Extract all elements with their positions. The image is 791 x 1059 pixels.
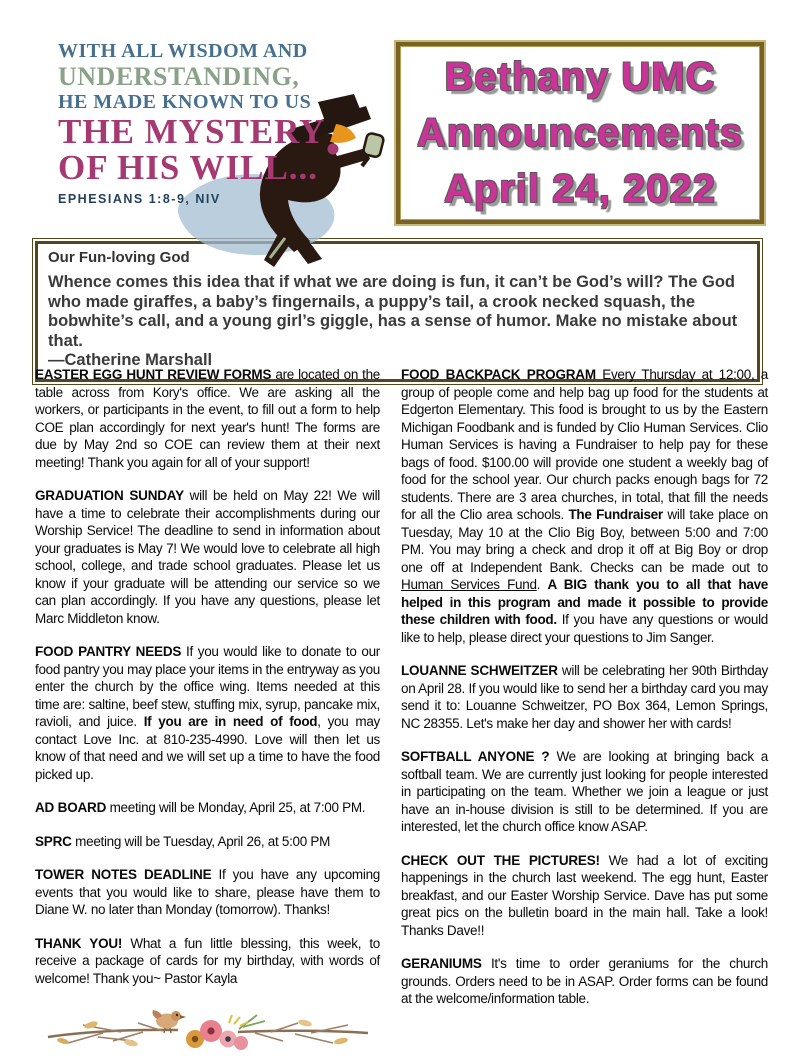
artwork-line-4: THE MYSTERY bbox=[58, 112, 326, 151]
announcement-paragraph bbox=[401, 366, 768, 646]
left-column bbox=[35, 366, 380, 1059]
scripture-artwork bbox=[58, 40, 368, 232]
announcement-heading: SPRC bbox=[35, 833, 72, 849]
announcement-text: will be celebrating her 90th Birthday on April 28. If you would like to send her a birthday card you may send it to: Louanne Schweitzer, PO Box 364, Lemon Springs, NC 28355. Let's make her day and shower her with cards! bbox=[401, 663, 768, 731]
announcement-text: If you have any questions or would like to help, please direct your questions to Jim Sanger. bbox=[401, 612, 768, 645]
announcement-heading: EASTER EGG HUNT REVIEW FORMS bbox=[35, 367, 272, 382]
artwork-line-1: WITH ALL WISDOM AND bbox=[58, 40, 308, 62]
quote-attribution: —Catherine Marshall bbox=[48, 351, 213, 369]
announcement-text: are located on the table across from Kory's office. We are asking all the workers, or participants in the event, to fill out a form to help COE plan accordingly for next year's hunt! The forms are due by May 2nd so COE can review them at their next meeting! Thank you again for all of your support! bbox=[35, 367, 380, 470]
announcement-text: If you would like to donate to our food pantry you may place your items in the entryway as you enter the church by the office wing. Items needed at this time are: saltine, beef stew, stuffing mix, syrup, pancake mix, ravioli, and juice. bbox=[35, 644, 380, 729]
quote-body: Whence comes this idea that if what we are doing is fun, it can’t be God’s will? The God who made giraffes, a baby’s fingernails, a puppy’s tail, a crook necked squash, the bobwhite’s call, and a young girl’s giggle, has a sense of humor. Make no mistake about that. bbox=[48, 273, 738, 350]
announcement-text: The Fundraiser bbox=[568, 507, 663, 522]
announcement-text: meeting will be Monday, April 25, at 7:00 PM. bbox=[106, 800, 366, 815]
announcement-text: will be held on May 22! We will have a time to celebrate their accomplishments during our Worship Service! The deadline to send in information about your graduates is May 7! We would love to celebrate all high school, college, and trade school graduates. Please let us know if your graduate will be attending our service so we can plan accordingly. If you have any questions, please let Marc Middleton know. bbox=[35, 488, 380, 626]
announcement-text: We are looking at bringing back a softball team. We are currently just looking for people interested in participating on the team. Whether we join a league or just have an in-house division is still to be determined. If you are interested, let the church office know ASAP. bbox=[401, 749, 769, 834]
announcement-paragraph bbox=[401, 662, 768, 732]
announcement-text: Every Thursday at 12:00, a group of people come and help bag up food for the students at Edgerton Elementary. This food is brought to us by the Eastern Michigan Foodbank and is funded by Clio Human Services. Clio Human Services is having a Fundraiser to help pay for these bags of food. $100.00 will provide one student a weekly bag of food for the school year. Our church packs enough bags for 72 students. There are 3 area churches, in total, that fill the needs for all the Clio area schools. bbox=[401, 367, 768, 522]
announcement-text: Human Services Fund bbox=[401, 577, 537, 592]
header-title-line-3: April 24, 2022 bbox=[444, 167, 716, 211]
announcement-text: meeting will be Tuesday, April 26, at 5:00 PM bbox=[71, 833, 331, 849]
scripture-reference: EPHESIANS 1:8-9, NIV bbox=[58, 192, 221, 206]
announcement-text: will take place on Tuesday, May 10 at the Clio Big Boy, between 5:00 and 7:00 PM. You may bring a check and drop it off at Big Boy or drop one off at Independent Bank. Checks can be made out to bbox=[401, 507, 768, 575]
artwork-line-2: UNDERSTANDING, bbox=[58, 62, 300, 91]
announcement-heading: GRADUATION SUNDAY bbox=[35, 488, 184, 503]
announcement-heading: LOUANNE SCHWEITZER bbox=[401, 663, 558, 678]
announcement-heading: CHECK OUT THE PICTURES! bbox=[401, 852, 600, 868]
floral-divider-illustration bbox=[43, 1003, 373, 1059]
header-title-line-2: Announcements bbox=[416, 111, 744, 155]
announcement-header-box bbox=[394, 40, 766, 226]
announcement-text: . bbox=[536, 577, 548, 592]
announcement-heading: FOOD BACKPACK PROGRAM bbox=[401, 367, 596, 382]
announcement-paragraph bbox=[35, 643, 380, 783]
announcement-heading: SOFTBALL ANYONE ? bbox=[401, 749, 550, 764]
announcement-paragraph bbox=[401, 748, 768, 836]
announcement-paragraph bbox=[35, 366, 380, 471]
announcement-paragraph bbox=[35, 833, 380, 851]
announcement-text: If you have any upcoming events that you would like to share, please have them to Diane W. no later than Monday (tomorrow). Thanks! bbox=[35, 867, 380, 917]
artwork-line-5: OF HIS WILL... bbox=[58, 148, 319, 187]
announcement-heading: FOOD PANTRY NEEDS bbox=[35, 644, 182, 659]
announcement-text: , you may contact Love Inc. at 810-235-4990. Love will then let us know of that need and we will set up a time to have the food picked up. bbox=[35, 714, 380, 782]
announcement-paragraph bbox=[35, 799, 380, 817]
artwork-line-3: HE MADE KNOWN TO US bbox=[58, 91, 312, 113]
announcement-columns bbox=[35, 366, 768, 1059]
announcement-text: If you are in need of food bbox=[143, 714, 318, 729]
announcement-text: We had a lot of exciting happenings in the church last weekend. The egg hunt, Easter breakfast, and our Easter Worship Service. Dave has put some great pics on the bulletin board in the main hall. Take a look! Thanks Dave!! bbox=[401, 852, 768, 938]
announcement-paragraph bbox=[35, 866, 380, 919]
announcement-heading: AD BOARD bbox=[35, 800, 107, 815]
announcement-heading: TOWER NOTES DEADLINE bbox=[35, 867, 212, 882]
announcement-heading: THANK YOU! bbox=[35, 935, 123, 951]
announcement-text: A BIG thank you to all that have helped in this program and made it possible to provide these children with food. bbox=[401, 577, 768, 627]
announcement-text: It's time to order geraniums for the church grounds. Orders need to be in ASAP. Order forms can be found at the welcome/information table. bbox=[401, 956, 768, 1006]
announcement-heading: GERANIUMS bbox=[401, 956, 482, 971]
announcement-text: What a fun little blessing, this week, to receive a package of cards for my birthday, with words of welcome! Thank you~ Pastor Kayla bbox=[35, 935, 380, 986]
header-title-line-1: Bethany UMC bbox=[444, 55, 716, 99]
announcement-paragraph bbox=[401, 955, 768, 1008]
announcement-paragraph bbox=[35, 935, 380, 988]
announcement-paragraph bbox=[401, 852, 768, 940]
right-column bbox=[401, 366, 768, 1059]
quote-title: Our Fun-loving God bbox=[48, 249, 190, 266]
announcement-paragraph bbox=[35, 487, 380, 627]
